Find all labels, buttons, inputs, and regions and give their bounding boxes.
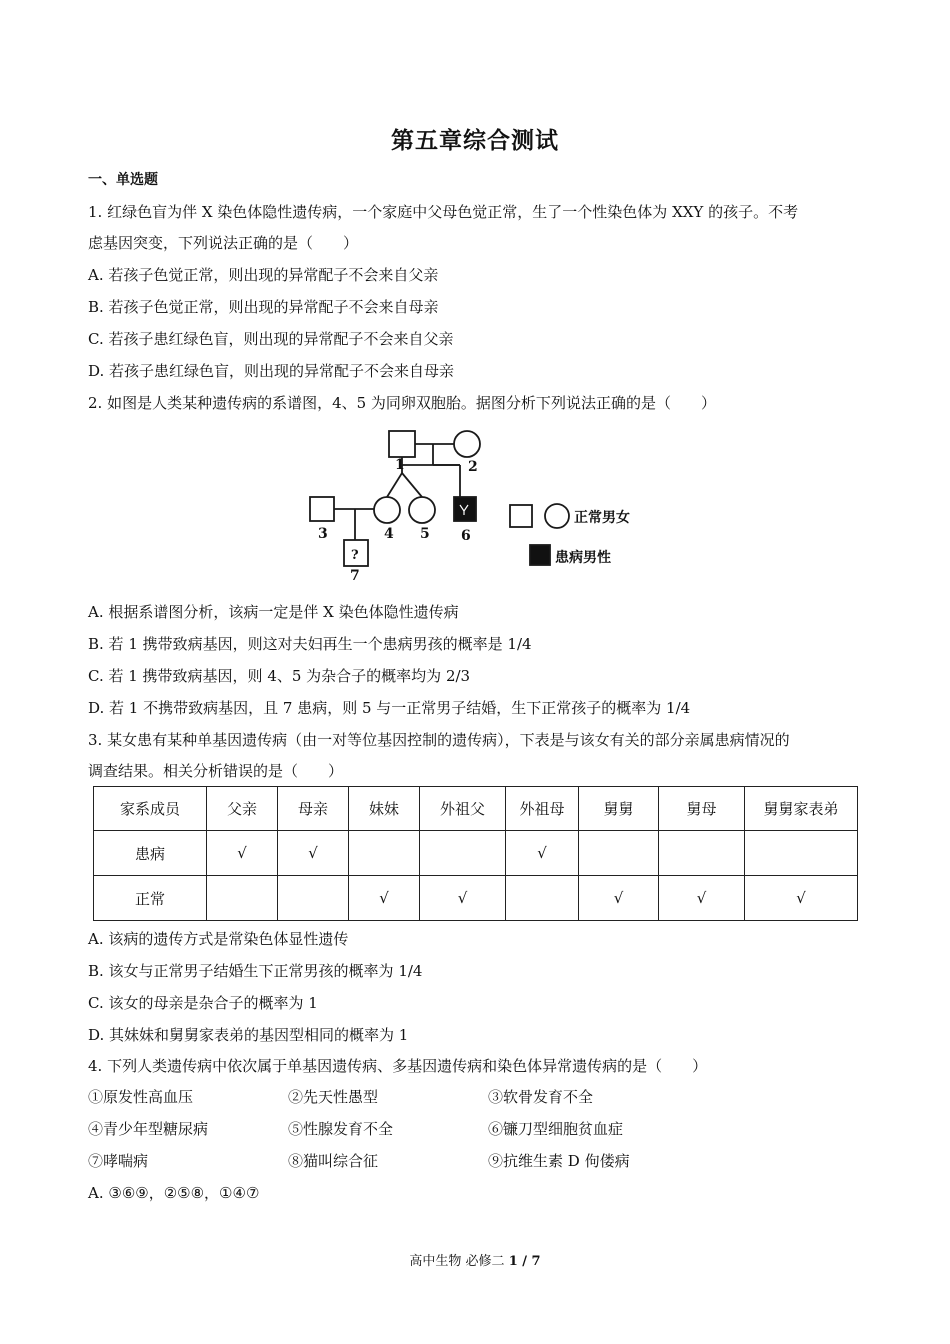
pedigree-unknown-mark: ? [351, 548, 359, 563]
q4-item: ②先天性愚型 [288, 1088, 379, 1106]
q2-option-b: B. 若 1 携带致病基因，则这对夫妇再生一个患病男孩的概率是 1/4 [88, 635, 532, 653]
q1-option-c: C. 若孩子患红绿色盲，则出现的异常配子不会来自父亲 [88, 330, 454, 348]
q4-item: ⑤性腺发育不全 [288, 1120, 394, 1138]
q4-item: ①原发性高血压 [88, 1088, 194, 1106]
table-header-cell: 父亲 [207, 787, 278, 831]
q4-item: ⑥镰刀型细胞贫血症 [488, 1120, 624, 1138]
pedigree-label-7: 7 [350, 568, 360, 584]
table-header-row [94, 787, 858, 831]
table-cell: √ [278, 831, 349, 876]
q1-stem-line1: 1. 红绿色盲为伴 X 染色体隐性遗传病，一个家庭中父母色觉正常，生了一个性染色体为 XXY 的孩子。不考 [88, 203, 799, 221]
q1-option-d: D. 若孩子患红绿色盲，则出现的异常配子不会来自母亲 [88, 362, 455, 380]
legend-normal-female-icon [545, 504, 569, 528]
q3-option-c: C. 该女的母亲是杂合子的概率为 1 [88, 994, 318, 1012]
table-cell: √ [659, 876, 745, 921]
table-cell [506, 876, 579, 921]
q4-item: ⑧猫叫综合征 [288, 1152, 379, 1170]
pedigree-label-1: 1 [395, 457, 405, 473]
table-cell [278, 876, 349, 921]
section-heading: 一、单选题 [88, 172, 158, 188]
q1-stem-line2: 虑基因突变，下列说法正确的是（ ） [88, 234, 359, 252]
q4-stem: 4. 下列人类遗传病中依次属于单基因遗传病、多基因遗传病和染色体异常遗传病的是（ ） [88, 1057, 708, 1075]
pedigree-female-4 [374, 497, 400, 523]
table-cell: √ [420, 876, 506, 921]
table-cell: √ [579, 876, 659, 921]
pedigree-label-4: 4 [384, 526, 394, 542]
pedigree-male-1 [389, 431, 415, 457]
table-cell: 正常 [94, 876, 207, 921]
legend-normal-label: 正常男女 [574, 510, 630, 526]
q1-option-a: A. 若孩子色觉正常，则出现的异常配子不会来自父亲 [88, 266, 439, 284]
q3-option-b: B. 该女与正常男子结婚生下正常男孩的概率为 1/4 [88, 962, 423, 980]
table-cell [207, 876, 278, 921]
table-header-cell: 舅舅 [579, 787, 659, 831]
table-row-affected [94, 831, 858, 876]
q4-item: ③软骨发育不全 [488, 1088, 594, 1106]
table-cell: √ [207, 831, 278, 876]
table-header-cell: 外祖父 [420, 787, 506, 831]
pedigree-label-3: 3 [318, 526, 328, 542]
q4-item: ⑨抗维生素 D 佝偻病 [488, 1152, 630, 1170]
table-header-cell: 母亲 [278, 787, 349, 831]
q4-item: ⑦哮喘病 [88, 1152, 149, 1170]
table-cell [349, 831, 420, 876]
pedigree-female-2 [454, 431, 480, 457]
legend-normal-male-icon [510, 505, 532, 527]
table-cell: √ [745, 876, 858, 921]
survey-table [93, 786, 858, 921]
q1-option-b: B. 若孩子色觉正常，则出现的异常配子不会来自母亲 [88, 298, 439, 316]
table-header-cell: 舅母 [659, 787, 745, 831]
q4-item: ④青少年型糖尿病 [88, 1120, 209, 1138]
table-cell [659, 831, 745, 876]
table-cell [420, 831, 506, 876]
table-header-cell: 妹妹 [349, 787, 420, 831]
pedigree-female-5 [409, 497, 435, 523]
pedigree-label-2: 2 [468, 459, 478, 475]
footer-subject: 高中生物 必修二 [409, 1254, 505, 1269]
legend-affected-male-icon [530, 545, 550, 565]
table-cell: √ [506, 831, 579, 876]
footer-page-number: 1 / 7 [508, 1254, 541, 1269]
table-cell: √ [349, 876, 420, 921]
q2-option-d: D. 若 1 不携带致病基因，且 7 患病，则 5 与一正常男子结婚，生下正常孩子的概率为 1/4 [88, 699, 691, 717]
table-cell [745, 831, 858, 876]
legend-affected-label: 患病男性 [555, 550, 611, 566]
page-footer [0, 1250, 950, 1269]
q2-option-a: A. 根据系谱图分析，该病一定是伴 X 染色体隐性遗传病 [88, 603, 459, 621]
q2-option-c: C. 若 1 携带致病基因，则 4、5 为杂合子的概率均为 2/3 [88, 667, 471, 685]
pedigree-label-5: 5 [420, 526, 430, 542]
q3-stem-line1: 3. 某女患有某种单基因遗传病（由一对等位基因控制的遗传病），下表是与该女有关的部分亲属患病情况的 [88, 731, 790, 749]
q4-option-a: A. ③⑥⑨，②⑤⑧，①④⑦ [88, 1184, 260, 1202]
table-row-normal [94, 876, 858, 921]
q2-stem: 2. 如图是人类某种遗传病的系谱图，4、5 为同卵双胞胎。据图分析下列说法正确的是（ ） [88, 394, 716, 412]
pedigree-male-3 [310, 497, 334, 521]
pedigree-chart [300, 425, 640, 590]
pedigree-label-6: 6 [461, 528, 471, 544]
table-header-cell: 舅舅家表弟 [745, 787, 858, 831]
table-header-cell: 家系成员 [94, 787, 207, 831]
table-header-cell: 外祖母 [506, 787, 579, 831]
q3-option-d: D. 其妹妹和舅舅家表弟的基因型相同的概率为 1 [88, 1026, 409, 1044]
table-cell [579, 831, 659, 876]
page-title: 第五章综合测试 [391, 128, 559, 154]
q3-option-a: A. 该病的遗传方式是常染色体显性遗传 [88, 930, 349, 948]
q3-stem-line2: 调查结果。相关分析错误的是（ ） [88, 762, 344, 780]
table-cell: 患病 [94, 831, 207, 876]
